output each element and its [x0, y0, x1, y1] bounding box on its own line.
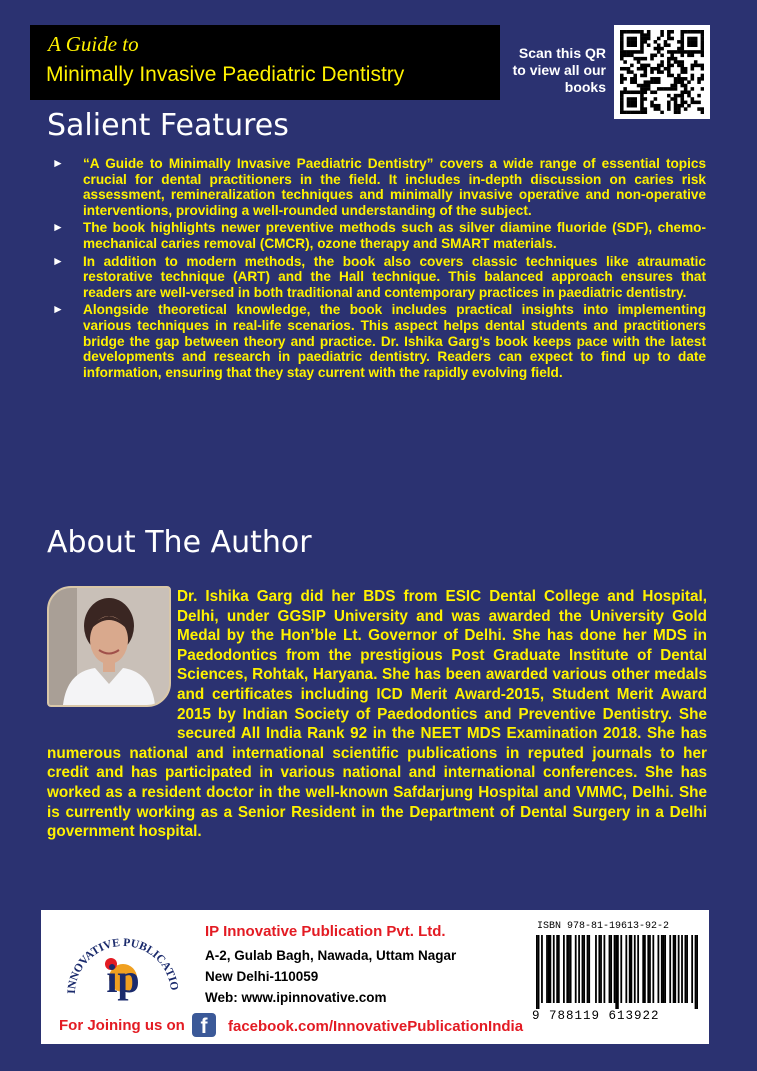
author-photo: [47, 586, 171, 707]
publisher-name: IP Innovative Publication Pvt. Ltd.: [205, 923, 446, 940]
feature-item: [52, 156, 706, 218]
feature-text: The book highlights newer preventive methods such as silver diamine fluoride (SDF), chemo-mechanical caries removal (CMCR), ozone therapy and SMART materials.: [83, 220, 706, 251]
salient-features-heading: Salient Features: [47, 108, 289, 143]
feature-text: In addition to modern methods, the book also covers classic techniques like atraumatic restorative technique (ART) and the Hall technique. This balanced approach ensures that readers are well-versed in both traditional and contemporary practices in paediatric dentistry.: [83, 253, 706, 300]
publisher-website[interactable]: Web: www.ipinnovative.com: [205, 990, 387, 1005]
logo-mark: ip: [106, 956, 140, 1001]
publisher-logo: [53, 916, 193, 1017]
feature-text: “A Guide to Minimally Invasive Paediatric Dentistry” covers a wide range of essential topics crucial for dental practitioners in the field. It includes in-depth discussion on caries risk assessment, remineralization techniques and minimally invasive operative and non-operative interventions, providing a well-rounded understanding of the subject.: [83, 156, 706, 218]
feature-text: Alongside theoretical knowledge, the book includes practical insights into implementing various techniques in real-life scenarios. This aspect helps dental students and practitioners bridge the gap between theory and practice. Dr. Ishika Garg's book keeps pace with the latest developments and research in paediatric dentistry. Readers can expect to find up to date information, ensuring that they stay current with the rapidly evolving field.: [83, 302, 706, 380]
publisher-footer: [41, 910, 709, 1044]
logo-ring-text: INNOVATIVE PUBLICATIO: [65, 936, 180, 995]
bullet-arrow-icon: ►: [52, 302, 64, 317]
about-author-heading: About The Author: [47, 525, 312, 560]
facebook-link[interactable]: facebook.com/InnovativePublicationIndia: [228, 1018, 524, 1035]
publisher-address-line1: A-2, Gulab Bagh, Nawada, Uttam Nagar: [205, 948, 457, 963]
bullet-arrow-icon: ►: [52, 220, 64, 235]
isbn-label: ISBN 978-81-19613-92-2: [537, 921, 670, 932]
feature-item: [52, 302, 706, 380]
author-bio-text: Dr. Ishika Garg did her BDS from ESIC Dental College and Hospital, Delhi, under GGSIP University and was awarded the University Gold Medal by the Hon’ble Lt. Governor of Delhi. She has done her MDS in Paedodontics from the prestigious Post Graduate Institute of Dental Sciences, Rohtak, Haryana. She has been awarded various other medals and certificates including ICD Merit Award-2015, Student Merit Award 2015 by Indian Society of Paedodontics and Preventive Dentistry. She secured All India Rank 92 in the NEET MDS Examination 2018. She has numerous national and international scientific publications in reputed journals to her credit and has participated in various national and international conferences. She has worked as a resident doctor in the well-known Safdarjung Hospital and VMMC, Delhi. She is currently working as a Senior Resident in the Department of Dental Surgery in a Delhi government hospital.: [47, 588, 707, 841]
bullet-arrow-icon: ►: [52, 156, 64, 170]
book-title: Minimally Invasive Paediatric Dentistry: [46, 63, 405, 86]
title-prefix: A Guide to: [48, 32, 139, 56]
qr-code[interactable]: [614, 25, 710, 119]
qr-code-icon: [620, 30, 704, 114]
bullet-arrow-icon: ►: [52, 253, 64, 268]
publisher-address-line2: New Delhi-110059: [205, 969, 319, 984]
join-label: For Joining us on: [59, 1017, 185, 1034]
feature-item: [52, 254, 706, 301]
isbn-barcode: [536, 935, 698, 1009]
isbn-number: 9 788119 613922: [532, 1009, 660, 1023]
features-list: [52, 156, 706, 382]
feature-item: [52, 220, 706, 251]
qr-caption: Scan this QR to view all our books: [512, 45, 606, 95]
facebook-icon[interactable]: f: [192, 1013, 216, 1037]
